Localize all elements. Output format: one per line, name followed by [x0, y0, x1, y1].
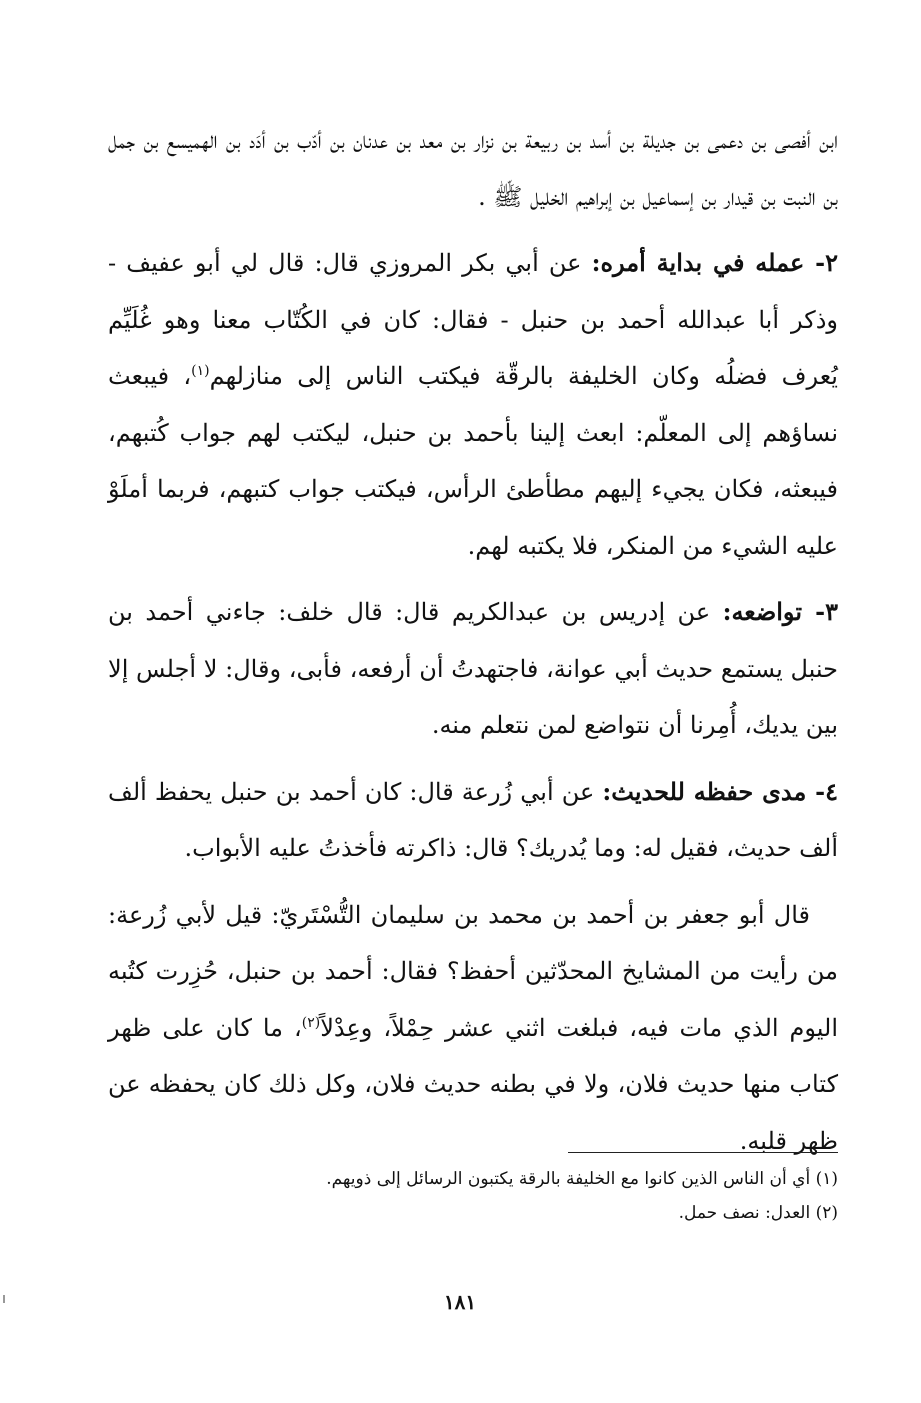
- footnote-1: (١) أي أن الناس الذين كانوا مع الخليفة بالرقة يكتبون الرسائل إلى ذويهم.: [326, 1169, 838, 1189]
- paragraph-text: قال أبو جعفر بن أحمد بن محمد بن سليمان التُّسْتَريّ: قيل لأبي زُرعة: من رأيت من المشايخ المحدّثين أحفظ؟ فقال: أحمد بن حنبل، حُزِرت كتُبه اليوم الذي مات فيه، فبلغت اثني عشر حِمْلاً، وعِدْلاً: [108, 900, 838, 1042]
- paragraph-humility: [108, 584, 838, 754]
- paragraph-text: ابن أفصى بن دعمى بن جديلة بن أسد بن ربيعة بن نزار بن معد بن عدنان بن أدّب بن أدَد بن الهميسع بن جمل بن النبت بن قيدار بن إسماعيل بن إبراهيم الخليل ﷺ .: [108, 126, 838, 211]
- section-heading: ٤- مدى حفظه للحديث:: [602, 776, 839, 806]
- paragraph-text: عن إدريس بن عبدالكريم قال: قال خلف: جاءني أحمد بن حنبل يستمع حديث أبي عوانة، فاجتهدتُ أن أرفعه، فأبى، وقال: لا أجلس إلا بين يديك، أُمِرنا أن نتواضع لمن نتعلم منه.: [108, 598, 838, 739]
- paragraph-books: [108, 887, 838, 1170]
- footnote-ref-1[interactable]: (١): [191, 363, 210, 379]
- margin-mark: [3, 1295, 5, 1303]
- paragraph-text: عن أبي زُرعة قال: كان أحمد بن حنبل يحفظ ألف ألف حديث، فقيل له: وما يُدريك؟ قال: ذاكرته فأخذتُ عليه الأبواب.: [108, 777, 838, 862]
- paragraph-lineage: [108, 112, 838, 225]
- paragraph-memorization: [108, 764, 838, 877]
- footnote-ref-2[interactable]: (٢): [301, 1014, 321, 1031]
- page-number: ١٨١: [443, 1290, 477, 1314]
- section-heading: ٢- عمله في بداية أمره:: [591, 248, 839, 277]
- footnotes: [200, 1162, 838, 1230]
- paragraph-early-work: [108, 235, 838, 574]
- footnote-divider: [568, 1152, 838, 1153]
- paragraph-text-cont: ، ما كان على ظهر كتاب منها حديث فلان، ولا في بطنه حديث فلان، وكل ذلك كان يحفظه عن ظهر قلبه.: [108, 1013, 838, 1155]
- paragraph-text: عن أبي بكر المروزي قال: قال لي أبو عفيف - وذكر أبا عبدالله أحمد بن حنبل - فقال: كان في الكُتّاب معنا وهو غُلَيِّم يُعرف فضلُه وكان الخليفة بالرقّة فيكتب الناس إلى منازلهم: [108, 249, 838, 390]
- footnote-2: (٢) العدل: نصف حمل.: [678, 1203, 838, 1223]
- paragraph-text-cont: ، فيبعث نساؤهم إلى المعلّم: ابعث إلينا بأحمد بن حنبل، ليكتب لهم جواب كُتبهم، فيبعثه، فكان يجيء إليهم مطأطئ الرأس، فيكتب جواب كتبهم، فربما أملَوْ عليه الشيء من المنكر، فلا يكتبه لهم.: [108, 362, 838, 560]
- main-text: [108, 112, 838, 1169]
- section-heading: ٣- تواضعه:: [722, 597, 839, 626]
